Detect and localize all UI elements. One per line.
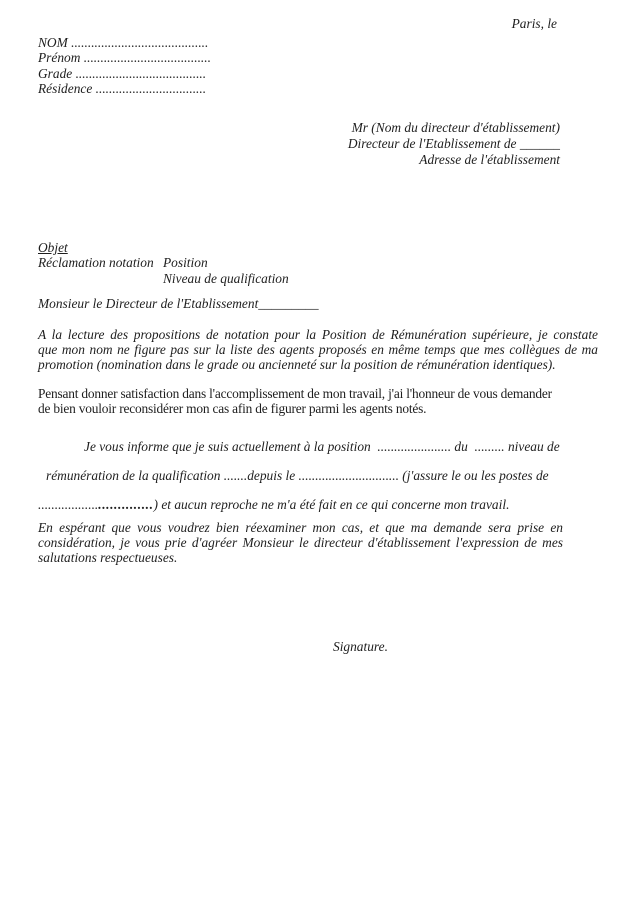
addressee-director-name: Mr (Nom du directeur d'établissement) [351, 120, 560, 135]
paragraph-constat-line: promotion (nomination dans le grade ou ancienneté sur la position de rémunération identiques). [38, 357, 556, 373]
paragraph-informe-tail: ) et aucun reproche ne m'a été fait en ce qui concerne mon travail. [153, 497, 510, 512]
paragraph-informe-line: Je vous informe que je suis actuellement à la position ...................... du ......... niveau de [84, 439, 560, 454]
subject-row [38, 255, 289, 270]
paragraph-closing-line: En espérant que vous voudrez bien réexaminer mon cas, et que ma demande sera prise en [38, 520, 563, 535]
paragraph-informe-line: rémunération de la qualification .......depuis le .............................. (j'assure le ou les postes de [46, 468, 549, 483]
dotted-blank: .................. [38, 497, 99, 512]
sender-firstname-line: Prénom ...................................... [38, 50, 211, 66]
signature-label: Signature. [333, 639, 388, 654]
paragraph-closing-line: salutations respectueuses. [38, 550, 178, 566]
sender-name-line: NOM ......................................... [38, 35, 209, 50]
paragraph-constat-line: A la lecture des propositions de notation pour la Position de Rémunération supérieure, je constate [38, 327, 598, 342]
subject-position-text: Position [163, 255, 208, 271]
subject-qualification-text: Niveau de qualification [163, 270, 289, 286]
sender-residence-line: Résidence ................................. [38, 81, 207, 97]
addressee-block [348, 120, 560, 168]
paragraph-demande [38, 386, 598, 416]
paragraph-constat-line: que mon nom ne figure pas sur la liste des agents proposés en même temps que mes collègues de ma [38, 342, 598, 358]
sender-block [38, 35, 211, 97]
sender-grade-line: Grade ....................................... [38, 65, 207, 81]
paragraph-demande-line: de bien vouloir reconsidérer mon cas afin de figurer parmi les agents notés. [38, 401, 427, 417]
addressee-address: Adresse de l'établissement [419, 152, 560, 167]
paragraph-informe [38, 432, 633, 519]
subject-block [38, 240, 289, 286]
subject-label: Objet [38, 240, 68, 255]
paragraph-closing-line: considération, je vous prie d'agréer Monsieur le directeur d'établissement l'expression de mes [38, 535, 563, 551]
salutation-line: Monsieur le Directeur de l'Etablissement_________ [38, 296, 319, 311]
addressee-director-title: Directeur de l'Etablissement de ______ [347, 136, 560, 151]
paragraph-demande-line: Pensant donner satisfaction dans l'accomplissement de mon travail, j'ai l'honneur de vous demander [38, 386, 552, 401]
paragraph-informe-line [38, 490, 633, 519]
dotted-blank-bold: .............. [98, 497, 154, 512]
paragraph-constat [38, 327, 598, 372]
place-date-line: Paris, le [511, 16, 557, 31]
paragraph-closing [38, 520, 563, 566]
subject-claim-text: Réclamation notation [38, 255, 154, 271]
